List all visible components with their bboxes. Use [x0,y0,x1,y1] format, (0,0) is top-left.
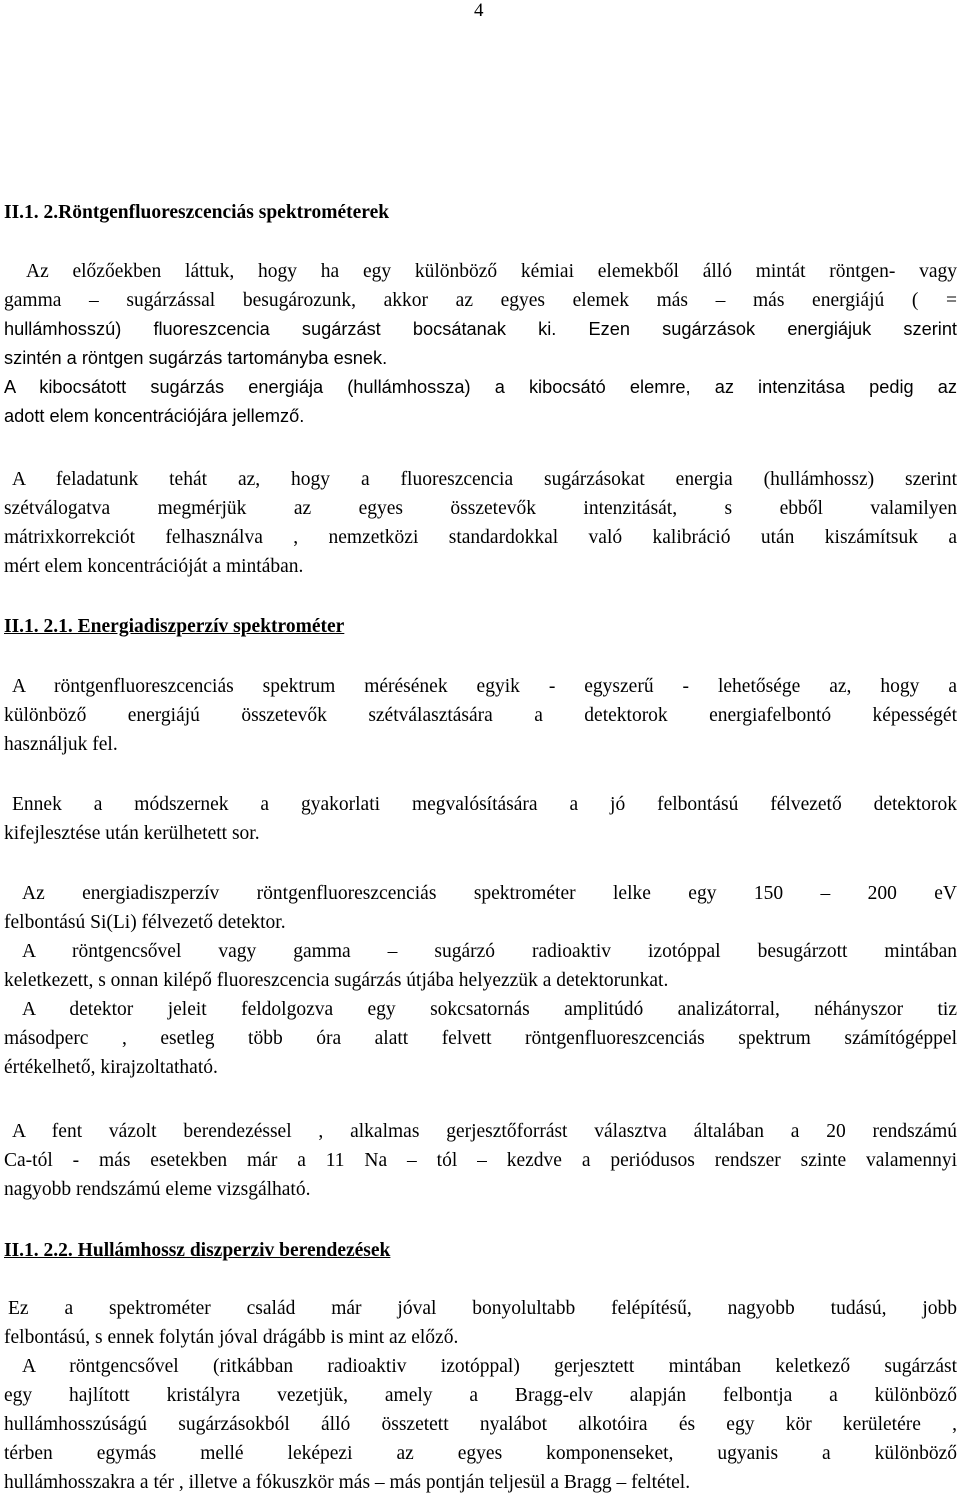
paragraph-line: használjuk fel. [4,734,118,755]
paragraph-line: felbontású Si(Li) félvezető detektor. [4,912,286,933]
paragraph-line: egy hajlított kristályra vezetjük, amely a Bragg-elv alapján felbontja a különböző [4,1385,957,1406]
paragraph-line: mátrixkorrekciót felhasználva , nemzetközi standardokkal való kalibráció után kiszámítsuk a [4,527,957,548]
paragraph-line: szétválogatva megmérjük az egyes összetevők intenzitását, s ebből valamilyen [4,498,957,519]
paragraph-line: Ennek a módszernek a gyakorlati megvalósítására a jó felbontású félvezető detektorok [12,794,957,815]
paragraph-line: Ez a spektrométer család már jóval bonyolultabb felépítésű, nagyobb tudású, jobb [8,1298,957,1319]
paragraph-line: szintén a röntgen sugárzás tartományba esnek. [4,348,388,368]
paragraph-detector [4,879,957,1082]
paragraph-line: hullámhosszúságú sugárzásokból álló összetett nyalábot alkotóira és egy kör kerületére , [4,1414,957,1435]
paragraph-line: Az energiadiszperzív röntgenfluoreszcenciás spektrométer lelke egy 150 – 200 eV [22,883,957,904]
paragraph-line: hullámhosszakra a tér , illetve a fókuszkör más – más pontján teljesül a Bragg – feltétel. [4,1472,691,1493]
paragraph-fluorescence [4,315,957,431]
paragraph-excitation-source [4,1117,957,1204]
paragraph-line: felbontású, s ennek folytán jóval drágább is mint az előző. [4,1327,459,1348]
paragraph-line: A detektor jeleit feldolgozva egy sokcsatornás amplitúdó analizátorral, néhányszor tiz [22,999,957,1020]
paragraph-line: Az előzőekben láttuk, hogy ha egy különböző kémiai elemekből álló mintát röntgen- vagy [26,261,957,282]
paragraph-line: kifejlesztése után kerülhetett sor. [4,823,260,844]
heading-energy-dispersive: II.1. 2.1. Energiadiszperzív spektrométer [4,616,345,637]
paragraph-line: mért elem koncentrációját a mintában. [4,556,304,577]
page-number: 4 [474,0,484,21]
paragraph-line: hullámhosszú) fluoreszcencia sugárzást bocsátanak ki. Ezen sugárzások energiájuk szerint [4,319,957,339]
paragraph-method [4,790,957,848]
paragraph-line: A kibocsátott sugárzás energiája (hullámhossza) a kibocsátó elemre, az intenzitása pedig az [4,377,957,397]
heading-section-2: II.1. 2.Röntgenfluoreszcenciás spektrométerek [4,202,390,223]
paragraph-line: A röntgencsővel (ritkábban radioaktiv izotóppal) gerjesztett mintában keletkező sugárzást [22,1356,957,1377]
paragraph-line: különböző energiájú összetevők szétválasztására a detektorok energiafelbontó képességét [4,705,957,726]
paragraph-line: Ca-tól - más esetekben már a 11 Na – tól – kezdve a periódusos rendszer szinte valamennyi [4,1150,957,1171]
paragraph-line: értékelhető, kirajzoltatható. [4,1057,218,1078]
paragraph-line: keletkezett, s onnan kilépő fluoreszcencia sugárzás útjába helyezzük a detektorunkat. [4,970,669,991]
paragraph-intro [4,257,957,315]
paragraph-spectrum-measurement [4,672,957,759]
paragraph-task [4,465,957,581]
paragraph-line: másodperc , esetleg több óra alatt felvett röntgenfluoreszcenciás spektrum számítógéppel [4,1028,957,1049]
heading-wavelength-dispersive: II.1. 2.2. Hullámhossz diszperziv berendezések [4,1240,391,1261]
paragraph-line: térben egymás mellé leképezi az egyes komponenseket, ugyanis a különböző [4,1443,957,1464]
paragraph-line: A röntgenfluoreszcenciás spektrum mérésének egyik - egyszerű - lehetősége az, hogy a [12,676,957,697]
paragraph-wavelength-spectrometer [4,1294,957,1497]
paragraph-line: A feladatunk tehát az, hogy a fluoreszcencia sugárzásokat energia (hullámhossz) szerint [12,469,957,490]
paragraph-line: gamma – sugárzással besugározunk, akkor az egyes elemek más – más energiájú ( = [4,290,957,311]
paragraph-line: adott elem koncentrációjára jellemző. [4,406,305,426]
paragraph-line: A fent vázolt berendezéssel , alkalmas gerjesztőforrást választva általában a 20 rendszámú [12,1121,957,1142]
paragraph-line: nagyobb rendszámú eleme vizsgálható. [4,1179,311,1200]
paragraph-line: A röntgencsővel vagy gamma – sugárzó radioaktiv izotóppal besugárzott mintában [22,941,957,962]
